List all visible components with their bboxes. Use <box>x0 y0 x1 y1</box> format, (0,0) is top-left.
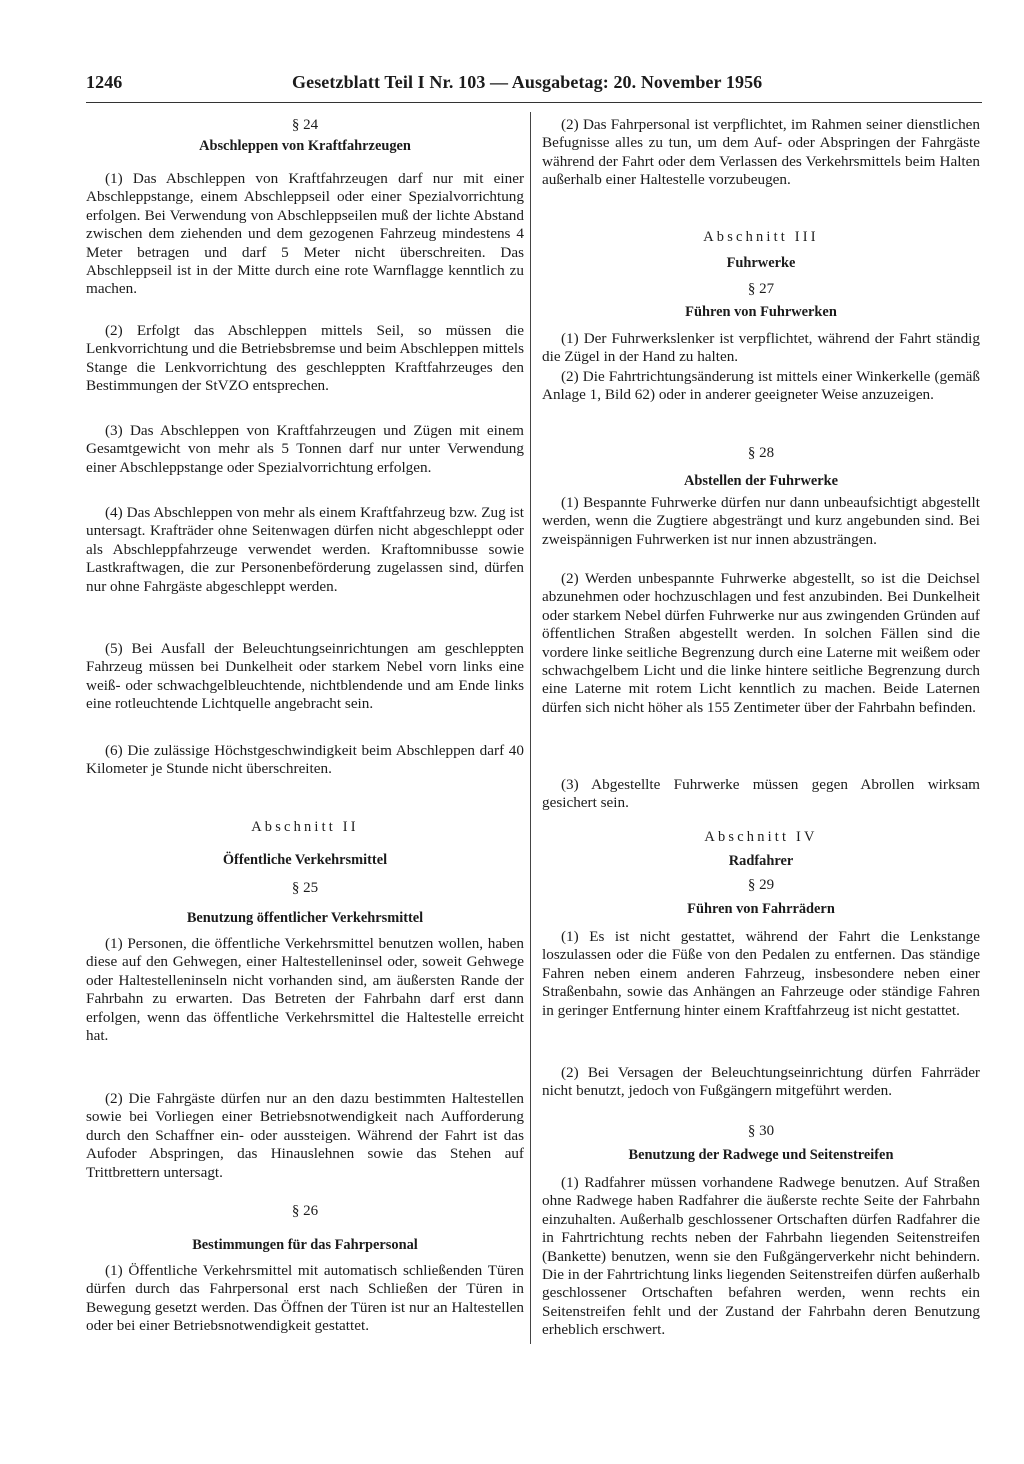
paragraph: (1) Öffentliche Verkehrsmittel mit automatisch schließenden Türen dürfen durch das Fahrpersonal erst nach Schließen der Türen in Bewegung gesetzt werden. Das Öffnen der Türen ist nur an Haltestellen oder bei einer Betriebsnotwendigkeit gestattet. <box>86 1262 524 1335</box>
page-header <box>86 72 982 100</box>
section-title: Führen von Fuhrwerken <box>685 304 837 320</box>
abschnitt-label: Abschnitt III <box>703 229 819 245</box>
abschnitt-label: Abschnitt IV <box>704 829 818 845</box>
paragraph: (6) Die zulässige Höchstgeschwindigkeit beim Abschleppen darf 40 Kilometer je Stunde nicht überschreiten. <box>86 742 524 778</box>
paragraph: (4) Das Abschleppen von mehr als einem Kraftfahrzeug bzw. Zug ist untersagt. Krafträder ohne Seitenwagen dürfen nicht abgeschleppt oder als Abschleppfahrzeuge verwendet werden. Kraftomnibusse sowie Lastkraftwagen, die zur Personenbeförderung zugelassen sind, dürfen nur ohne Fahrgäste abgeschleppt werden. <box>86 504 524 595</box>
abschnitt-title: Öffentliche Verkehrsmittel <box>222 852 388 868</box>
paragraph: (1) Bespannte Fuhrwerke dürfen nur dann unbeaufsichtigt abgestellt werden, wenn die Zugtiere abgesträngt und kurz angebunden sind. Bei zweispännigen Fuhrwerken ist nur innen abzusträngen. <box>542 494 980 548</box>
paragraph: (3) Das Abschleppen von Kraftfahrzeugen und Zügen mit einem Gesamtgewicht von mehr als 5 Tonnen darf nur unter Verwendung einer Abschleppstange oder Spezialvorrichtung erfolgen. <box>86 422 524 476</box>
section-number: § 30 <box>747 1123 775 1139</box>
section-29-heading <box>542 876 980 918</box>
page-number: 1246 <box>86 72 123 92</box>
section-number: § 26 <box>291 1203 319 1219</box>
section-number: § 25 <box>291 880 319 896</box>
section-number: § 28 <box>747 445 775 461</box>
paragraph: (1) Der Fuhrwerkslenker ist verpflichtet, während der Fahrt ständig die Zügel in der Hand zu halten. <box>542 330 980 366</box>
paragraph: (5) Bei Ausfall der Beleuchtungseinrichtungen am geschleppten Fahrzeug müssen bei Dunkelheit oder starkem Nebel vorn links eine weiß- oder schwachgelbleuchtende, nichtblendende und am Ende links eine rotleuchtende Lichtquelle angebracht sein. <box>86 640 524 713</box>
section-24-heading <box>86 116 524 155</box>
section-title: Benutzung der Radwege und Seitenstreifen <box>628 1147 894 1163</box>
header-rule <box>86 102 982 103</box>
section-number: § 27 <box>747 281 775 297</box>
abschnitt-label: Abschnitt II <box>251 819 359 835</box>
column-divider <box>530 112 531 1344</box>
paragraph: (2) Erfolgt das Abschleppen mittels Seil, so müssen die Lenkvorrichtung und die Betriebsbremse und beim Abschleppen mittels Stange die Lenkvorrichtung des geschleppten Kraftfahrzeuges den Bestimmungen der StVZO entsprechen. <box>86 322 524 395</box>
paragraph: (2) Das Fahrpersonal ist verpflichtet, im Rahmen seiner dienstlichen Befugnisse alles zu tun, um dem Auf- oder Abspringen der Fahrgäste während der Fahrt oder dem Verlassen des Verkehrsmittels beim Halten außerhalb einer Haltestelle vorzubeugen. <box>542 116 980 189</box>
section-30-heading <box>542 1122 980 1164</box>
section-27-heading <box>542 280 980 321</box>
paragraph: (2) Die Fahrgäste dürfen nur an den dazu bestimmten Haltestellen sowie bei Vorliegen einer Betriebsnotwendigkeit nach Aufforderung durch den Schaffner ein- oder aussteigen. Während der Fahrt ist das Aufoder Abspringen, das Hinauslehnen sowie das Stehen auf Trittbrettern untersagt. <box>86 1090 524 1181</box>
section-title: Abstellen der Fuhrwerke <box>683 473 839 489</box>
section-28-heading <box>542 444 980 490</box>
abschnitt-title: Radfahrer <box>728 853 794 869</box>
paragraph: (2) Werden unbespannte Fuhrwerke abgestellt, so ist die Deichsel abzunehmen oder hochzuschlagen und fest anzubinden. Bei Dunkelheit oder starkem Nebel dürfen Fuhrwerke nur aus zwingenden Gründen auf öffentlichen Straßen abgestellt werden. In solchen Fällen sind die vordere linke seitliche Begrenzung durch eine Laterne mit weißem oder schwachgelbem Licht und die linke hintere seitliche Begrenzung durch eine Laterne mit rotem Licht kenntlich zu machen. Beide Laternen dürfen sich nicht höher als 155 Zentimeter über der Fahrbahn befinden. <box>542 570 980 716</box>
section-title: Benutzung öffentlicher Verkehrsmittel <box>186 910 424 926</box>
section-title: Bestimmungen für das Fahrpersonal <box>192 1237 418 1253</box>
paragraph: (1) Es ist nicht gestattet, während der Fahrt die Lenkstange loszulassen oder die Füße von den Pedalen zu entfernen. Das ständige Fahren neben einem anderen Fahrzeug, insbesondere neben einer Straßenbahn, sowie das Anhängen an Fahrzeuge oder ständige Fahren in geringer Entfernung hinter einem Kraftfahrzeug ist nicht gestattet. <box>542 928 980 1019</box>
abschnitt-title: Fuhrwerke <box>726 255 796 271</box>
paragraph: (2) Bei Versagen der Beleuchtungseinrichtung dürfen Fahrräder nicht benutzt, jedoch von Fußgängern mitgeführt werden. <box>542 1064 980 1100</box>
section-26-heading <box>86 1202 524 1254</box>
paragraph: (2) Die Fahrtrichtungsänderung ist mittels einer Winkerkelle (gemäß Anlage 1, Bild 62) oder in anderer geeigneter Weise anzuzeigen. <box>542 368 980 404</box>
paragraph: (1) Das Abschleppen von Kraftfahrzeugen darf nur mit einer Abschleppstange, einem Abschleppseil oder einer Spezialvorrichtung erfolgen. Bei Verwendung von Abschleppseilen muß der lichte Abstand zwischen dem ziehenden und dem gezogenen Fahrzeug mindestens 4 Meter betragen und darf 5 Meter nicht überschreiten. Das Abschleppseil ist in der Mitte durch eine rote Warnflagge kenntlich zu machen. <box>86 170 524 298</box>
paragraph: (3) Abgestellte Fuhrwerke müssen gegen Abrollen wirksam gesichert sein. <box>542 776 980 812</box>
paragraph: (1) Radfahrer müssen vorhandene Radwege benutzen. Auf Straßen ohne Radwege haben Radfahrer die äußerste rechte Seite der Fahrbahn einzuhalten. Außerhalb geschlossener Ortschaften dürfen Radfahrer die in Fahrtrichtung rechts neben der Fahrbahn liegenden Seitenstreifen (Bankette) benutzen, wenn sie den Fußgängerverkehr nicht behindern. Die in der Fahrtrichtung links liegenden Seitenstreifen dürfen außerhalb geschlossener Ortschaften befahren werden, wenn rechts ein Seitenstreifen fehlt und der Zustand der Fahrbahn deren Benutzung erheblich erschwert. <box>542 1174 980 1339</box>
abschnitt-2-heading <box>86 818 524 869</box>
section-title: Führen von Fahrrädern <box>687 901 835 917</box>
section-25-heading <box>86 879 524 927</box>
abschnitt-3-heading <box>542 228 980 272</box>
section-number: § 29 <box>747 877 775 893</box>
running-title: Gesetzblatt Teil I Nr. 103 — Ausgabetag: 20. November 1956 <box>292 72 763 92</box>
section-number: § 24 <box>291 117 319 133</box>
abschnitt-4-heading <box>542 828 980 870</box>
paragraph: (1) Personen, die öffentliche Verkehrsmittel benutzen wollen, haben diese auf den Gehwegen, einer Haltestelleninsel oder, soweit Gehwege oder Haltestelleninseln nicht vorhanden sind, am äußersten Rande der Fahrbahn zu erwarten. Das Betreten der Fahrbahn darf erst dann erfolgen, wenn das öffentliche Verkehrsmittel die Haltestelle erreicht hat. <box>86 935 524 1045</box>
section-title: Abschleppen von Kraftfahrzeugen <box>199 138 411 154</box>
